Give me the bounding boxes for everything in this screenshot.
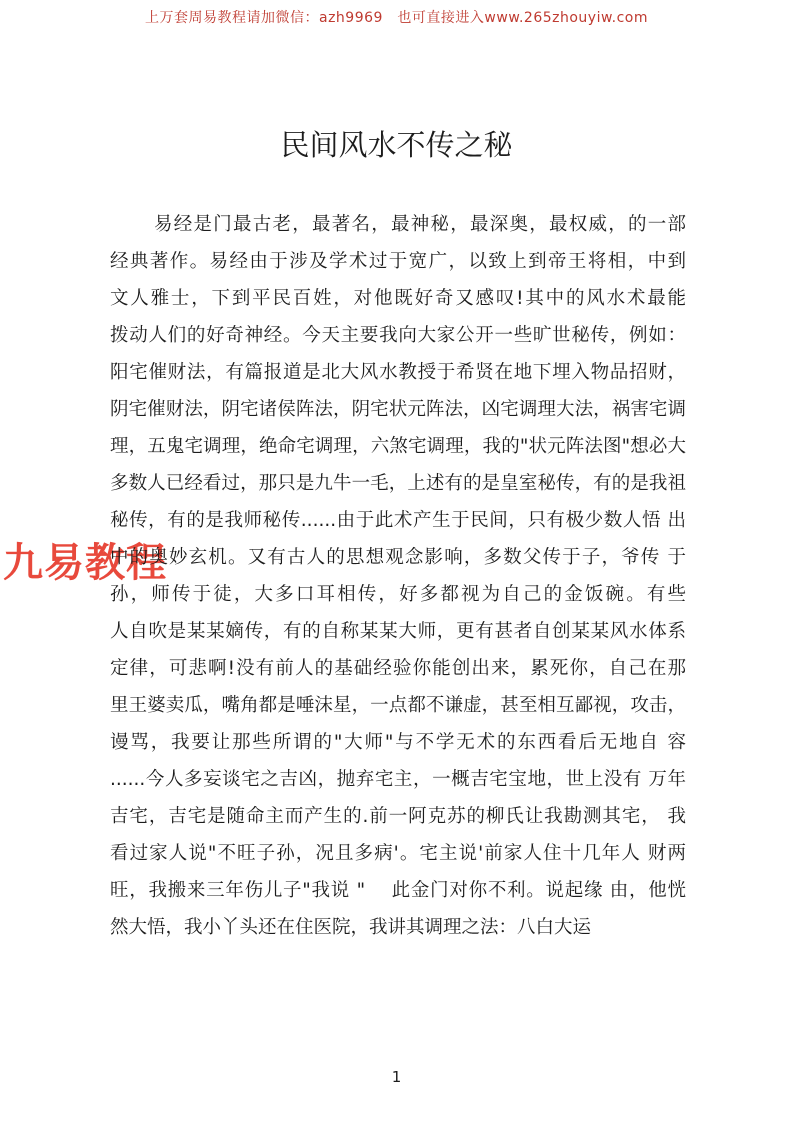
body-line: 然大悟，我小丫头还在住医院，我讲其调理之法：八白大运 xyxy=(110,917,592,938)
body-line: 吉宅，吉宅是随命主而产生的.前一阿克苏的柳氏让我勘测其宅， 我 xyxy=(110,806,686,827)
body-line: 旺，我搬来三年伤儿子"我说 " 此金门对你不利。说起缘 由，他恍 xyxy=(110,880,686,901)
body-line: 孙，师传于徒，大多口耳相传，好多都视为自己的金饭碗。有些 xyxy=(110,584,686,605)
body-line: 中的奥妙玄机。又有古人的思想观念影响，多数父传于子，爷传 于 xyxy=(110,547,686,568)
watermark-text: 九易教程 xyxy=(3,540,167,586)
body-line: 里王婆卖瓜，嘴角都是唾沫星，一点都不谦虚，甚至相互鄙视，攻击， xyxy=(110,695,686,716)
body-line: 定律，可悲啊!没有前人的基础经验你能创出来，累死你，自己在那 xyxy=(110,658,686,679)
body-line: 阳宅催财法，有篇报道是北大风水教授于希贤在地下埋入物品招财， xyxy=(110,362,686,383)
body-line: 易经是门最古老，最著名，最神秘，最深奥，最权威，的一部 xyxy=(154,214,686,235)
body-line: 多数人已经看过，那只是九牛一毛，上述有的是皇室秘传，有的是我祖 xyxy=(110,473,686,494)
body-line: 阴宅催财法，阴宅诸侯阵法，阴宅状元阵法，凶宅调理大法，祸害宅调 xyxy=(110,399,686,420)
document-body xyxy=(110,206,686,946)
body-line: ......今人多妄谈宅之吉凶，抛弃宅主，一概吉宅宝地，世上没有 万年 xyxy=(110,769,686,790)
body-line: 看过家人说"不旺子孙，况且多病'。宅主说'前家人住十几年人 财两 xyxy=(110,843,686,864)
body-line: 秘传，有的是我师秘传......由于此术产生于民间，只有极少数人悟 出 xyxy=(110,510,686,531)
body-line: 谩骂，我要让那些所谓的"大师"与不学无术的东西看后无地自 容 xyxy=(110,732,686,753)
body-line: 理，五鬼宅调理，绝命宅调理，六煞宅调理，我的"状元阵法图"想必大 xyxy=(110,436,686,457)
document-title: 民间风水不传之秘 xyxy=(280,128,513,162)
body-line: 经典著作。易经由于涉及学术过于宽广，以致上到帝王将相，中到 xyxy=(110,251,686,272)
body-line: 拨动人们的好奇神经。今天主要我向大家公开一些旷世秘传，例如： xyxy=(110,325,686,346)
body-line: 人自吹是某某嫡传，有的自称某某大师，更有甚者自创某某风水体系 xyxy=(110,621,686,642)
page-number: 1 xyxy=(391,1068,402,1086)
header-promo-text: 上万套周易教程请加微信：azh9969 也可直接进入www.265zhouyiw.com xyxy=(144,10,649,26)
body-line: 文人雅士，下到平民百姓，对他既好奇又感叹!其中的风水术最能 xyxy=(110,288,686,309)
